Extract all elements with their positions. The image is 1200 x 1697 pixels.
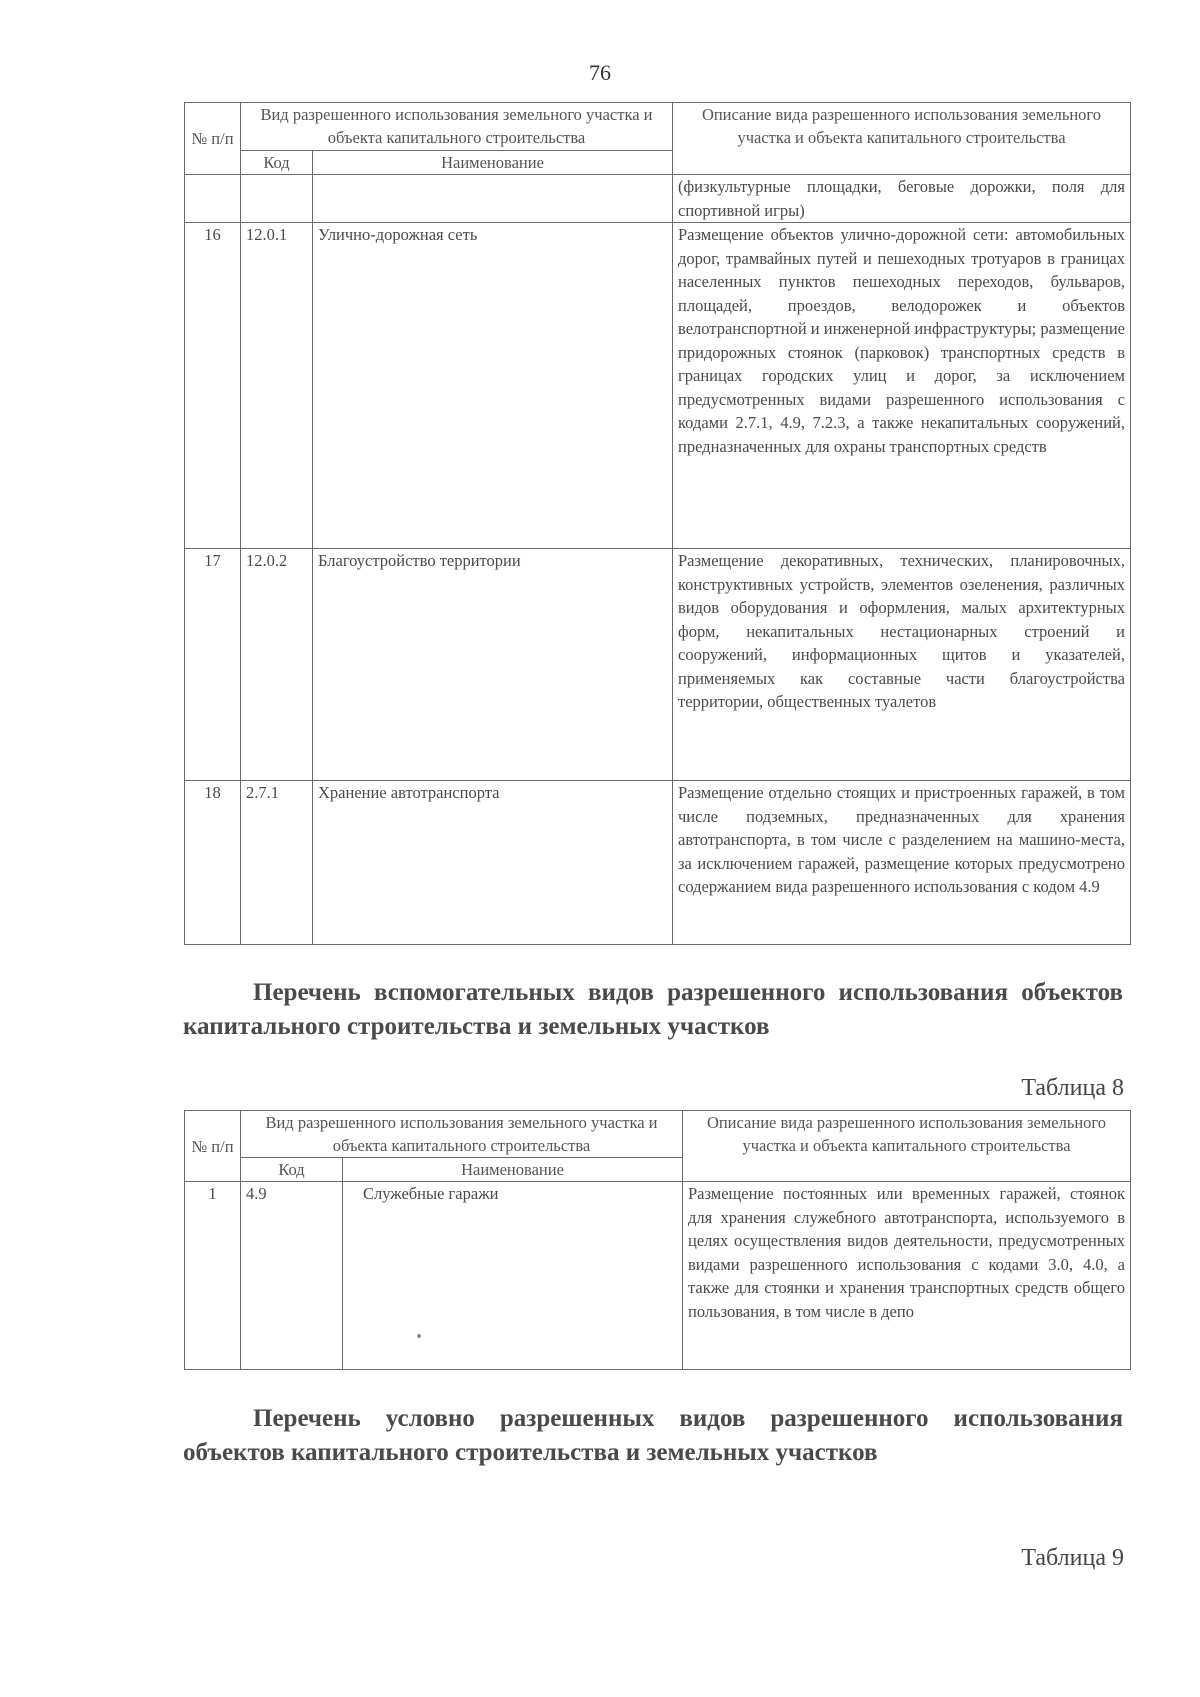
header-number: № п/п [185,1111,241,1182]
table-row [185,175,1131,223]
row-description: Размещение постоянных или временных гаражей, стоянок для хранения служебного автотранспорта, используемого в целях осуществления видов деятельности, предусмотренных видами разрешенного использования с кодами 3.0, 4.0, а также для стоянки и хранения транспортных средств общего пользования, в том числе в депо [683,1182,1131,1370]
table-8-label: Таблица 8 [1021,1075,1124,1101]
row-code [241,175,313,223]
permitted-use-table [184,102,1131,945]
conditional-uses-heading: Перечень условно разрешенных видов разрешенного использования объектов капитального строительства и земельных участков [183,1405,1123,1466]
row-code: 12.0.1 [241,223,313,549]
page-number: 76 [589,60,611,85]
table-row [185,223,1131,549]
row-name: Благоустройство территории [313,549,673,781]
row-code: 12.0.2 [241,549,313,781]
auxiliary-uses-heading: Перечень вспомогательных видов разрешенного использования объектов капитального строительства и земельных участков [183,979,1123,1040]
row-number [185,175,241,223]
header-code: Код [241,1158,343,1182]
row-number: 16 [185,223,241,549]
row-name: Служебные гаражи [343,1182,683,1370]
header-name: Наименование [343,1158,683,1182]
table-row [185,781,1131,945]
scan-speck [417,1334,421,1338]
row-description: Размещение декоративных, технических, планировочных, конструктивных устройств, элементов озеленения, различных видов оборудования и оформления, малых архитектурных форм, некапитальных нестационарных строений и сооружений, информационных щитов и указателей, применяемых как составные части благоустройства территории, общественных туалетов [673,549,1131,781]
row-description: (физкультурные площадки, беговые дорожки, поля для спортивной игры) [673,175,1131,223]
row-number: 18 [185,781,241,945]
row-description: Размещение отдельно стоящих и пристроенных гаражей, в том числе подземных, предназначенных для хранения автотранспорта, в том числе с разделением на машино-места, за исключением гаражей, размещение которых предусмотрено содержанием вида разрешенного использования с кодом 4.9 [673,781,1131,945]
row-number: 17 [185,549,241,781]
table-9-label: Таблица 9 [1021,1545,1124,1571]
row-number: 1 [185,1182,241,1370]
row-name: Улично-дорожная сеть [313,223,673,549]
header-name: Наименование [313,151,673,175]
row-code: 4.9 [241,1182,343,1370]
table-row [185,549,1131,781]
table-row [185,1182,1131,1370]
header-number: № п/п [185,103,241,175]
header-use-type: Вид разрешенного использования земельного участка и объекта капитального строительства [241,1111,683,1158]
row-description: Размещение объектов улично-дорожной сети: автомобильных дорог, трамвайных путей и пешеходных тротуаров в границах населенных пунктов пешеходных переходов, бульваров, площадей, проездов, велодорожек и объектов велотранспортной и инженерной инфраструктуры; размещение придорожных стоянок (парковок) транспортных средств в границах городских улиц и дорог, за исключением предусмотренных видами разрешенного использования с кодами 2.7.1, 4.9, 7.2.3, а также некапитальных сооружений, предназначенных для охраны транспортных средств [673,223,1131,549]
row-code: 2.7.1 [241,781,313,945]
header-use-type: Вид разрешенного использования земельного участка и объекта капитального строительства [241,103,673,151]
header-description: Описание вида разрешенного использования земельного участка и объекта капитального строительства [673,103,1131,175]
header-code: Код [241,151,313,175]
auxiliary-uses-table [184,1110,1131,1370]
row-name [313,175,673,223]
row-name: Хранение автотранспорта [313,781,673,945]
header-description: Описание вида разрешенного использования земельного участка и объекта капитального строительства [683,1111,1131,1182]
